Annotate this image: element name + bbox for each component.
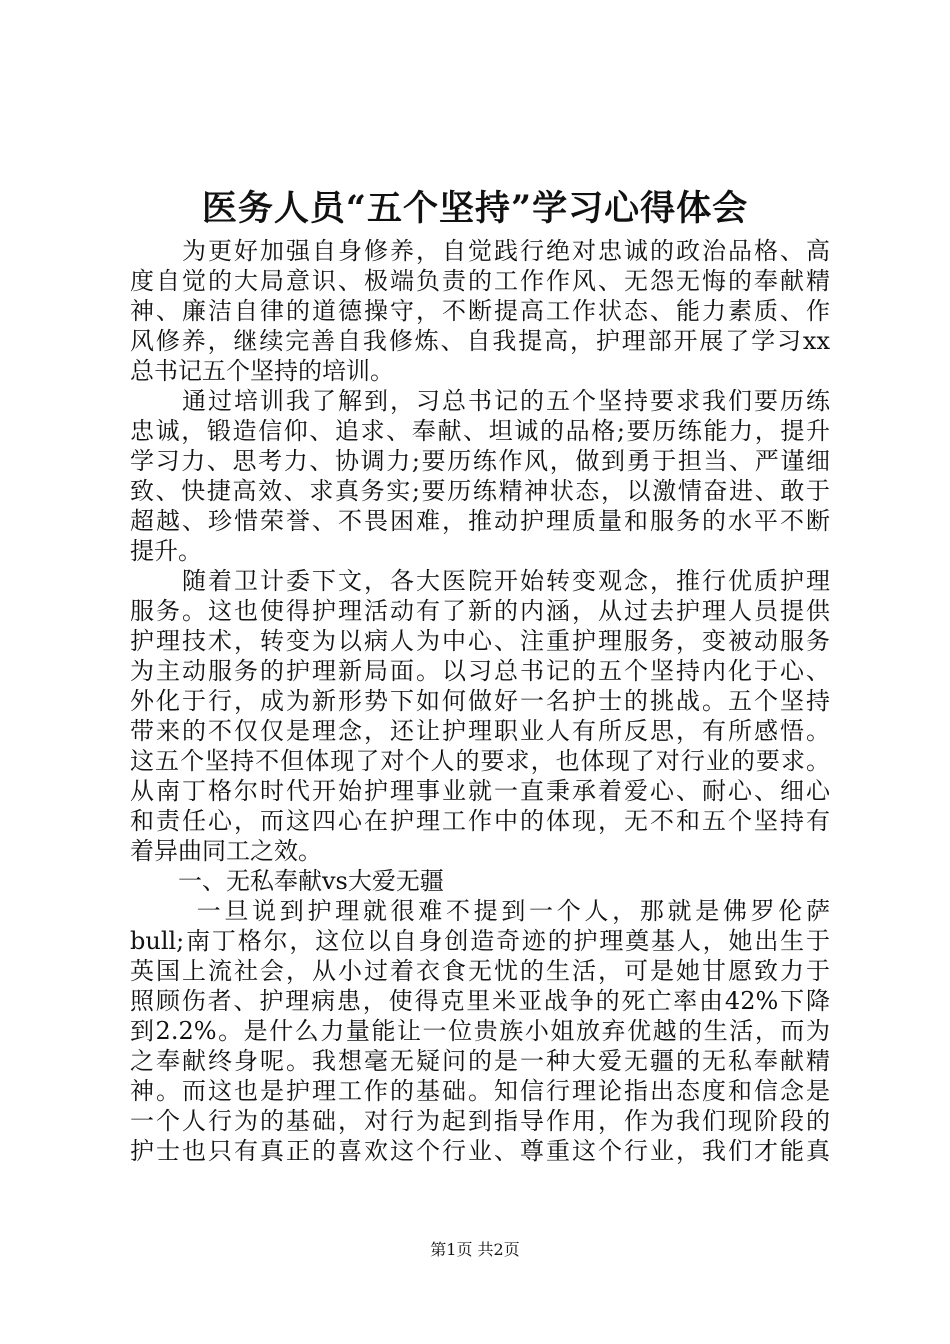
body-line: 这五个坚持不但体现了对个人的要求，也体现了对行业的要求。 xyxy=(130,747,830,775)
body-line: 护士也只有真正的喜欢这个行业、尊重这个行业，我们才能真 xyxy=(130,1137,830,1165)
body-line: 学习力、思考力、协调力;要历练作风，做到勇于担当、严谨细 xyxy=(130,447,830,475)
body-line: 之奉献终身呢。我想毫无疑问的是一种大爱无疆的无私奉献精 xyxy=(130,1047,830,1075)
body-line: 和责任心，而这四心在护理工作中的体现，无不和五个坚持有 xyxy=(130,807,830,835)
body-line: 服务。这也使得护理活动有了新的内涵，从过去护理人员提供 xyxy=(130,597,830,625)
body-line: 神、廉洁自律的道德操守，不断提高工作状态、能力素质、作 xyxy=(130,297,830,325)
page-footer: 第1页 共2页 xyxy=(430,1240,520,1259)
body-line: 神。而这也是护理工作的基础。知信行理论指出态度和信念是 xyxy=(130,1077,830,1105)
body-line: 度自觉的大局意识、极端负责的工作作风、无怨无悔的奉献精 xyxy=(130,267,830,295)
body-line: 外化于行，成为新形势下如何做好一名护士的挑战。五个坚持 xyxy=(130,687,830,715)
body-line: 带来的不仅仅是理念，还让护理职业人有所反思，有所感悟。 xyxy=(130,717,830,745)
body-line: 照顾伤者、护理病患，使得克里米亚战争的死亡率由42%下降 xyxy=(130,987,830,1015)
body-line: 到2.2%。是什么力量能让一位贵族小姐放弃优越的生活，而为 xyxy=(130,1017,830,1045)
body-line: 一个人行为的基础，对行为起到指导作用，作为我们现阶段的 xyxy=(130,1107,830,1135)
body-line: 着异曲同工之效。 xyxy=(130,837,322,865)
body-line: 通过培训我了解到，习总书记的五个坚持要求我们要历练 xyxy=(130,387,830,415)
body-line: 提升。 xyxy=(130,537,202,565)
body-line: 总书记五个坚持的培训。 xyxy=(130,357,394,385)
body-line: 风修养，继续完善自我修炼、自我提高，护理部开展了学习xx xyxy=(130,327,830,355)
body-line: 护理技术，转变为以病人为中心、注重护理服务，变被动服务 xyxy=(130,627,830,655)
body-line: 一旦说到护理就很难不提到一个人，那就是佛罗伦萨 xyxy=(130,897,830,925)
body-line: 从南丁格尔时代开始护理事业就一直秉承着爱心、耐心、细心 xyxy=(130,777,830,805)
document-body xyxy=(130,236,830,1166)
body-line: 为更好加强自身修养，自觉践行绝对忠诚的政治品格、高 xyxy=(130,237,830,265)
body-line: bull;南丁格尔，这位以自身创造奇迹的护理奠基人，她出生于 xyxy=(130,927,830,955)
body-line: 随着卫计委下文，各大医院开始转变观念，推行优质护理 xyxy=(130,567,830,595)
section-heading: 一、无私奉献vs大爱无疆 xyxy=(130,867,444,895)
document-title: 医务人员“五个坚持”学习心得体会 xyxy=(201,188,749,229)
body-line: 超越、珍惜荣誉、不畏困难，推动护理质量和服务的水平不断 xyxy=(130,507,830,535)
body-line: 英国上流社会，从小过着衣食无忧的生活，可是她甘愿致力于 xyxy=(130,957,830,985)
body-line: 忠诚，锻造信仰、追求、奉献、坦诚的品格;要历练能力，提升 xyxy=(130,417,830,445)
body-line: 致、快捷高效、求真务实;要历练精神状态，以激情奋进、敢于 xyxy=(130,477,830,505)
body-line: 为主动服务的护理新局面。以习总书记的五个坚持内化于心、 xyxy=(130,657,830,685)
